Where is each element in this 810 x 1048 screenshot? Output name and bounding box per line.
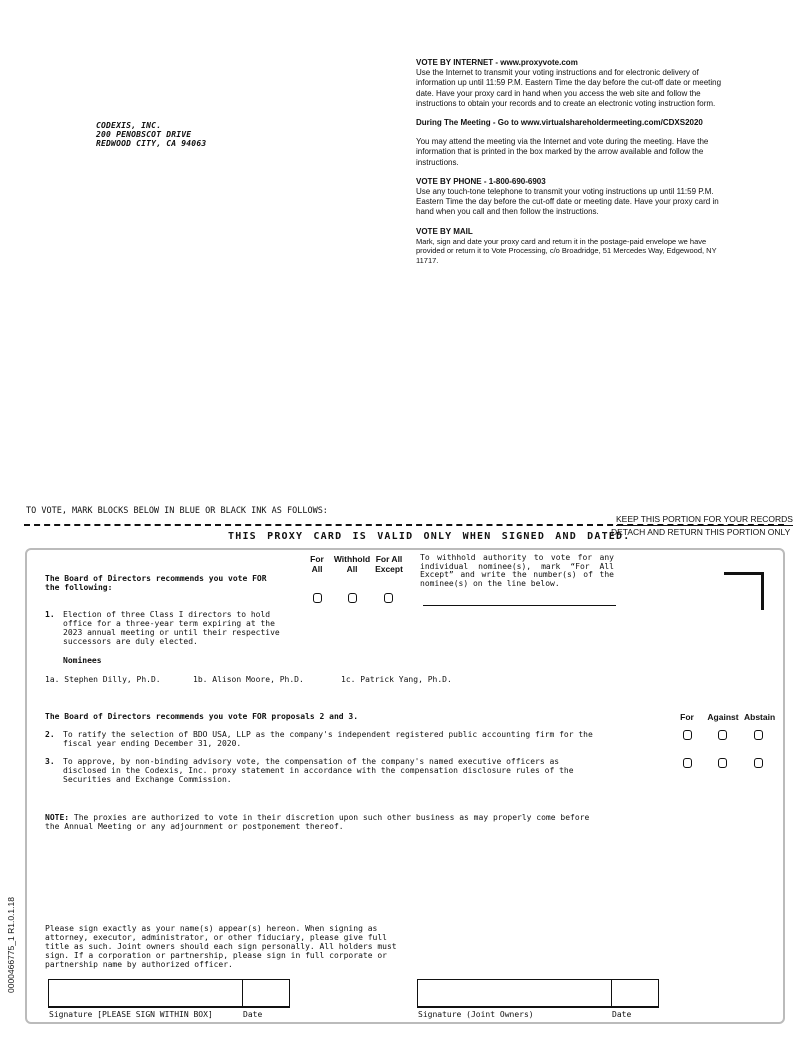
joint-signature-box[interactable] (417, 979, 612, 1008)
item1-line: office for a three-year term expiring at the (63, 619, 275, 628)
note-line: the Annual Meeting or any adjournment or postponement thereof. (45, 822, 344, 831)
joint-signature-date-box[interactable] (611, 979, 659, 1008)
col-for-all-except-line1: For All (375, 554, 403, 564)
col-for-all-except (373, 554, 405, 574)
nominee-1b: 1b. Alison Moore, Ph.D. (193, 675, 304, 684)
detach-return-label: DETACH AND RETURN THIS PORTION ONLY (611, 527, 791, 537)
item1-line: 2023 annual meeting or until their respective (63, 628, 280, 637)
item3-for-checkbox[interactable] (683, 758, 692, 768)
nominee-1c: 1c. Patrick Yang, Ph.D. (341, 675, 452, 684)
keep-portion-label: KEEP THIS PORTION FOR YOUR RECORDS (616, 514, 793, 524)
item1-line: Election of three Class I directors to hold (63, 610, 271, 619)
sign-instruction-line: partnership name by authorized officer. (45, 960, 233, 969)
col-withhold-all-line1: Withhold (333, 554, 371, 564)
item3-abstain-checkbox[interactable] (754, 758, 763, 768)
item1-withhold-all-checkbox[interactable] (348, 593, 357, 603)
col-for-all-line1: For (310, 554, 324, 564)
col-for-all-except-line2: Except (375, 564, 403, 574)
joint-signature-date-label: Date (612, 1010, 632, 1019)
mail-heading: VOTE BY MAIL (416, 226, 473, 236)
item3-number: 3. (45, 757, 55, 766)
company-address-line1: 200 PENOBSCOT DRIVE (96, 130, 192, 139)
company-address (96, 121, 206, 148)
note (45, 813, 589, 831)
note-label: NOTE: (45, 813, 70, 822)
phone-body: Use any touch-tone telephone to transmit your voting instructions up until 11:59 P.M. Eastern Time the day before the cut-off date or meeting date. Have your proxy card in hand when you call and then follow the instructions. (416, 187, 719, 217)
board-recommendation-2: The Board of Directors recommends you vote FOR proposals 2 and 3. (45, 712, 359, 721)
col-for-all-line2: All (311, 564, 323, 574)
item1-text (63, 610, 280, 646)
board-rec-1-line2: the following: (45, 583, 113, 592)
sign-instruction-line: title as such. Joint owners should each sign personally. All holders must (45, 942, 397, 951)
nominee-1a: 1a. Stephen Dilly, Ph.D. (45, 675, 161, 684)
signature-label: Signature [PLEASE SIGN WITHIN BOX] (49, 1010, 213, 1019)
item2-text (63, 730, 593, 748)
note-line: The proxies are authorized to vote in their discretion upon such other business as may properly come before (73, 813, 590, 822)
col-abstain: Abstain (744, 712, 776, 722)
nominees-label: Nominees (63, 656, 102, 665)
item3-line: To approve, by non-binding advisory vote, the compensation of the company's named executive officers as (63, 757, 560, 766)
internet-heading: VOTE BY INTERNET - www.proxyvote.com (416, 58, 578, 67)
col-withhold-all-line2: All (346, 564, 358, 574)
item1-number: 1. (45, 610, 55, 619)
signature-box[interactable] (48, 979, 243, 1008)
phone-heading: VOTE BY PHONE - 1-800-690-6903 (416, 176, 546, 186)
control-box-corner (724, 572, 764, 575)
signature-date-label: Date (243, 1010, 263, 1019)
signature-date-box[interactable] (242, 979, 290, 1008)
company-address-line2: REDWOOD CITY, CA 94063 (96, 139, 207, 148)
company-name: CODEXIS, INC. (96, 121, 162, 130)
meeting-body: You may attend the meeting via the Internet and vote during the meeting. Have the information that is printed in the box marked by the arrow available and follow the instructions. (416, 137, 709, 167)
item3-text (63, 757, 574, 784)
mail-body: Mark, sign and date your proxy card and return it in the postage-paid envelope we have provided or return it to Vote Processing, c/o Broadridge, 51 Mercedes Way, Edgewood, NY 11717. (416, 236, 717, 266)
item2-against-checkbox[interactable] (718, 730, 727, 740)
col-against: Against (707, 712, 739, 722)
sign-instruction-line: sign. If a corporation or partnership, please sign in full corporate or (45, 951, 387, 960)
item2-abstain-checkbox[interactable] (754, 730, 763, 740)
side-code: 0000466775_1 R1.0.1.18 (6, 897, 16, 993)
item3-line: disclosed in the Codexis, Inc. proxy statement in accordance with the compensation disclosure rules of the (63, 766, 574, 775)
detach-line (24, 524, 784, 526)
item3-line: Securities and Exchange Commission. (63, 775, 232, 784)
withhold-instruction: To withhold authority to vote for any individual nominee(s), mark “For All Except” and write the number(s) of the nominee(s) on the line below. (420, 553, 614, 588)
item3-against-checkbox[interactable] (718, 758, 727, 768)
meeting-heading: During The Meeting - Go to www.virtualshareholdermeeting.com/CDXS2020 (416, 118, 703, 128)
item1-line: successors are duly elected. (63, 637, 198, 646)
board-rec-1-line1: The Board of Directors recommends you vote FOR (45, 574, 267, 583)
sign-instruction-line: Please sign exactly as your name(s) appear(s) hereon. When signing as (45, 924, 378, 933)
col-withhold-all (333, 554, 371, 574)
sign-instruction (45, 924, 397, 969)
col-for-all (306, 554, 328, 574)
item2-number: 2. (45, 730, 55, 739)
internet-body: Use the Internet to transmit your voting instructions and for electronic delivery of information up until 11:59 P.M. Eastern Time the day before the cut-off date or meeting date. Have your proxy card in hand when you access the web site and follow the instructions to obtain your records and to create an electronic voting instruction form. (416, 68, 722, 108)
col-for: For (680, 712, 694, 722)
mark-instruction: TO VOTE, MARK BLOCKS BELOW IN BLUE OR BLACK INK AS FOLLOWS: (26, 506, 328, 516)
withhold-nominee-line[interactable] (423, 605, 616, 606)
item1-for-all-checkbox[interactable] (313, 593, 322, 603)
board-recommendation-1 (45, 574, 267, 592)
sign-instruction-line: attorney, executor, administrator, or other fiduciary, please give full (45, 933, 387, 942)
joint-signature-label: Signature (Joint Owners) (418, 1010, 534, 1019)
item2-line: fiscal year ending December 31, 2020. (63, 739, 242, 748)
control-box-corner-vertical (761, 572, 764, 610)
valid-notice: THIS PROXY CARD IS VALID ONLY WHEN SIGNED AND DATED. (228, 531, 631, 542)
voting-instructions (416, 58, 734, 266)
item2-line: To ratify the selection of BDO USA, LLP as the company's independent registered public accounting firm for the (63, 730, 593, 739)
item2-for-checkbox[interactable] (683, 730, 692, 740)
item1-for-all-except-checkbox[interactable] (384, 593, 393, 603)
